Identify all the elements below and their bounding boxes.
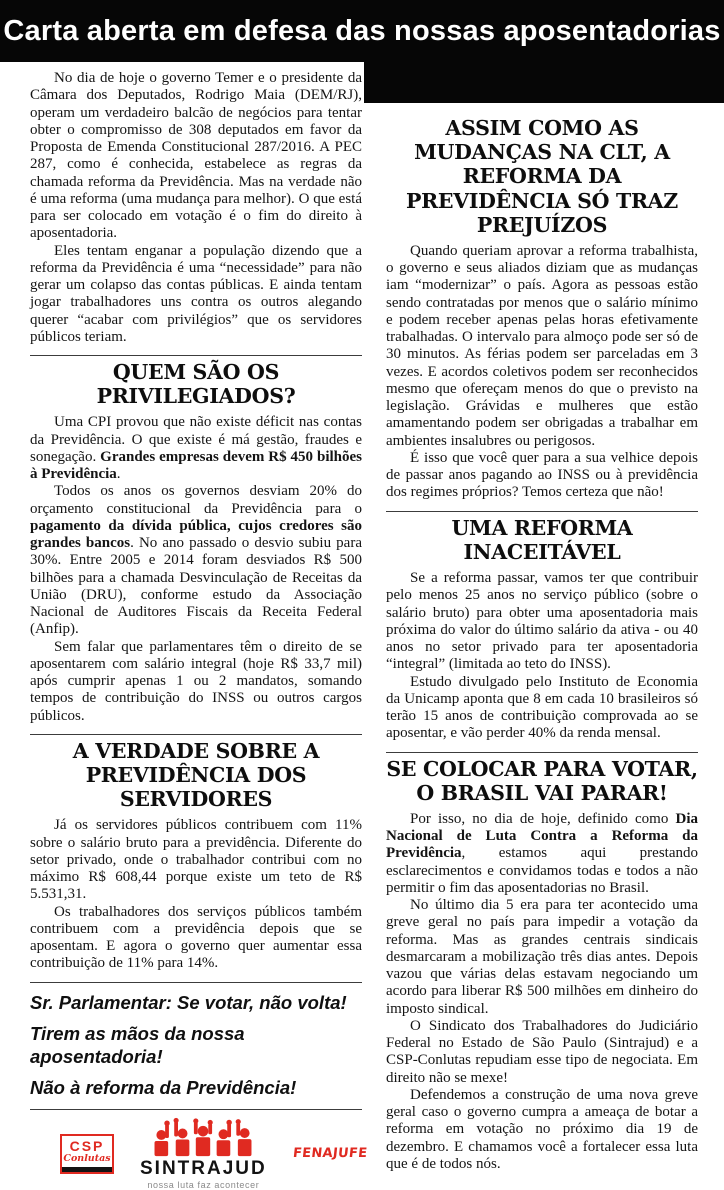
csp-conlutas-script: Conlutas [63, 1153, 111, 1164]
sintrajud-name: SINTRAJUD [140, 1157, 267, 1179]
title-banner [0, 0, 724, 62]
section-body-verdade [30, 817, 362, 972]
slogan-tirem-as-maos: Tirem as mãos da nossa aposentadoria! [30, 1023, 245, 1067]
sintrajud-tagline: nossa luta faz acontecer [147, 1179, 260, 1190]
section-body-privilegiados [30, 414, 362, 725]
page-title: Carta aberta em defesa das nossas aposentadorias [3, 14, 721, 47]
section-divider [386, 511, 698, 512]
section-heading-privilegiados: QUEM SÃO OS PRIVILEGIADOS? [96, 360, 296, 409]
fenajufe-logo: FENAJUFE [291, 1146, 368, 1162]
csp-conlutas-logo [60, 1134, 114, 1174]
csp-black-bar [62, 1167, 112, 1172]
crowd-raised-fists-icon [153, 1118, 253, 1158]
section-heading-inaceitavel: UMA REFORMA INACEITÁVEL [451, 515, 633, 564]
paragraph: Sem falar que parlamentares têm o direito de se aposentarem com salário integral (hoje R$ 33,7 mil) após cumprir apenas 1 ou 2 mandatos, somando tempos de contribuição do INSS ou outros cargos públicos. [30, 638, 362, 724]
paragraph: No último dia 5 era para ter acontecido uma greve geral no país para impedir a votação da reforma. Mas as grandes centrais sindicais desmarcaram a mobilização três dias antes. Depois vazou que várias delas estavam negociando um acordo para liberar R$ 500 milhões em dinheiro do imposto sindical. [386, 897, 698, 1017]
footer-logos [30, 1118, 368, 1190]
paragraph: Defendemos a construção de uma nova greve geral caso o governo cumpra a ameaça de botar a reforma em votação no próximo dia 19 de dezembro. E chamamos você a fortalecer essa luta que é de todos nós. [386, 1086, 698, 1172]
section-divider [386, 752, 698, 753]
paragraph: Quando queriam aprovar a reforma trabalhista, o governo e seus aliados diziam que as mudanças iam “modernizar” o país. Agora as pessoas estão sendo contratadas por menos que o salário mínimo e podem receber apenas pelas horas efetivamente trabalhadas. O intervalo para almoço pode ser só de 30 minutos. As férias podem ser parceladas em 3 vezes. E acordos coletivos podem ser reconhecidos mesmo que ofereçam menos do que o previsto na legislação. Grávidas e mulheres que estão amamentando podem ser obrigadas a trabalhar em ambientes insalubres ou perigosos. [386, 242, 698, 449]
content-columns [0, 62, 724, 1190]
csp-acronym: CSP [69, 1138, 105, 1154]
left-column [30, 70, 368, 1190]
section-heading-votar: SE COLOCAR PARA VOTAR, O BRASIL VAI PARAR! [386, 756, 698, 805]
sintrajud-logo [140, 1118, 267, 1190]
section-divider [30, 355, 362, 356]
paragraph: Já os servidores públicos contribuem com 11% sobre o salário bruto para a previdência. Diferente do setor privado, onde o trabalhador contribui com no máximo R$ 608,44 porque existe um teto de R$ 5.531,31. [30, 817, 362, 903]
section-body-inaceitavel [386, 570, 698, 743]
section-body-votar [386, 811, 698, 1173]
paragraph: No dia de hoje o governo Temer e o presidente da Câmara dos Deputados, Rodrigo Maia (DEM/RJ), operam um verdadeiro balcão de negócios para tentar obter o compromisso de 308 deputados em favor da Proposta de Emenda Constitucional 287/2016. A PEC 287, como é conhecida, estabelece as regras da chamada reforma da Previdência. Mas na verdade não é uma reforma (uma mudança para melhor). O que está para ser colocado em votação é o fim do direito à aposentadoria. [30, 70, 362, 242]
paragraph: É isso que você quer para a sua velhice depois de passar anos pagando ao INSS ou à previdência dos regimes próprios? Temos certeza que não! [386, 449, 698, 501]
section-heading-mudancas: ASSIM COMO AS MUDANÇAS NA CLT, A REFORMA DA PREVIDÊNCIA SÓ TRAZ PREJUÍZOS [406, 116, 678, 237]
slogans-block [30, 992, 362, 1100]
paragraph: Se a reforma passar, vamos ter que contribuir pelo menos 25 anos no serviço público (sobre o salário bruto) para obter uma aposentadoria mais próxima do valor do último salário da ativa - ou 40 anos no setor privado para ter aposentadoria “integral” (limitada ao teto do INSS). [386, 570, 698, 673]
paragraph: O Sindicato dos Trabalhadores do Judiciário Federal no Estado de São Paulo (Sintrajud) e a CSP-Conlutas repudiam esse tipo de negociata. Em direito não se mexe! [386, 1017, 698, 1086]
section-body-mudancas [386, 243, 698, 502]
slogan-nao-a-reforma: Não à reforma da Previdência! [30, 1077, 297, 1099]
paragraph: Todos os anos os governos desviam 20% do orçamento constitucional da Previdência para o pagamento da dívida pública, cujos credores são grandes bancos. No ano passado o desvio subiu para 30%. Entre 2005 e 2014 foram desviados R$ 500 bilhões para a chamada Desvinculação de Receitas da União (DRU), conforme estudo da Associação Nacional de Auditores Fiscais da Receita Federal (Anfip). [30, 483, 362, 638]
section-heading-verdade: A VERDADE SOBRE A PREVIDÊNCIA DOS SERVIDORES [72, 738, 320, 812]
paragraph: Eles tentam enganar a população dizendo que a reforma da Previdência é uma “necessidade” para não gerar um colapso das contas públicas. E ainda tentam jogar trabalhadores uns contra os outros alegando querer “acabar com privilégios” que os servidores públicos teriam. [30, 242, 362, 345]
paragraph: Estudo divulgado pelo Instituto de Economia da Unicamp aponta que 8 em cada 10 brasileiros só terão 15 anos de contribuição comprovada ao se aposentar, e vão perder 40% da renda mensal. [386, 673, 698, 742]
paragraph: Os trabalhadores dos serviços públicos também contribuem com a previdência depois que se aposentam. E agora o governo quer aumentar essa contribuição de 11% para 14%. [30, 903, 362, 972]
right-column [386, 70, 698, 1172]
intro-paragraphs [30, 70, 362, 346]
paragraph: Por isso, no dia de hoje, definido como Dia Nacional de Luta Contra a Reforma da Previdência, estamos aqui prestando esclarecimentos e convidamos todas e todos a não permitir o fim das aposentadorias no Brasil. [386, 810, 698, 896]
paragraph: Uma CPI provou que não existe déficit nas contas da Previdência. O que existe é má gestão, fraudes e sonegação. Grandes empresas devem R$ 450 bilhões à Previdência. [30, 414, 362, 483]
section-divider [30, 982, 362, 983]
slogan-parlamentar: Sr. Parlamentar: Se votar, não volta! [30, 991, 347, 1013]
section-divider [30, 1109, 362, 1110]
section-divider [30, 734, 362, 735]
